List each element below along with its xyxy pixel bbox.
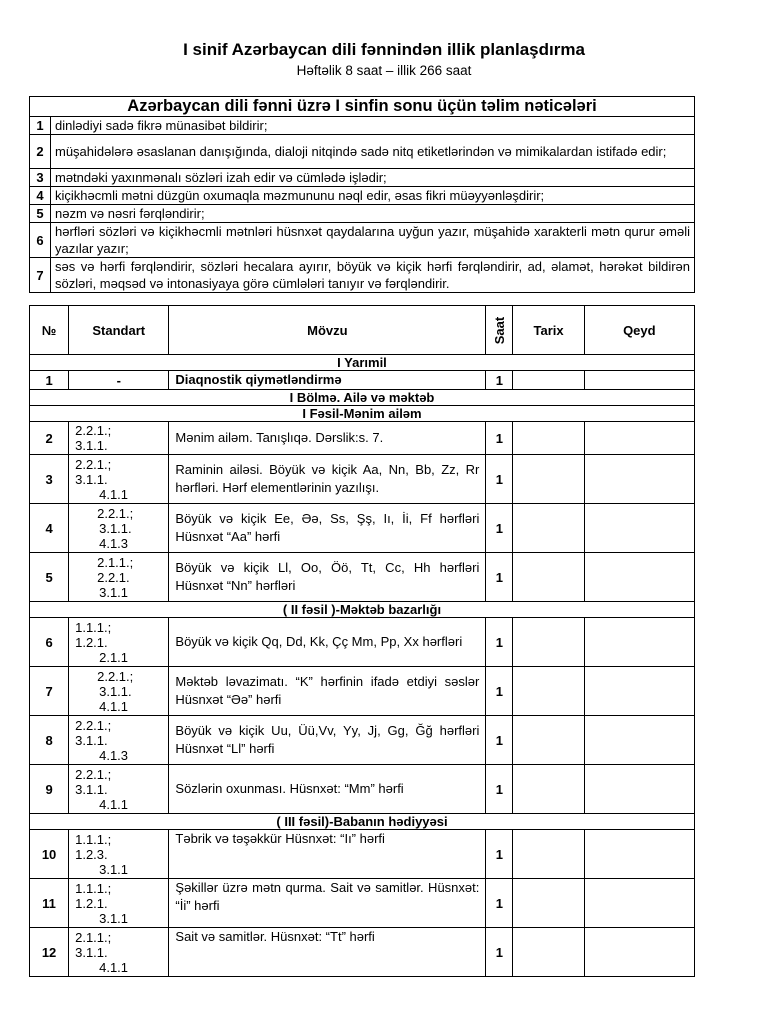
outcome-number: 6 bbox=[30, 223, 51, 258]
lesson-note bbox=[584, 371, 694, 390]
lesson-hours: 1 bbox=[486, 830, 513, 879]
lesson-row bbox=[30, 830, 695, 879]
lesson-row bbox=[30, 667, 695, 716]
chapter-row bbox=[30, 406, 695, 422]
lesson-standard bbox=[69, 765, 169, 814]
chapter-row bbox=[30, 814, 695, 830]
outcome-number: 1 bbox=[30, 117, 51, 135]
standard-code: 3.1.1 bbox=[99, 910, 129, 926]
semester-row-label: I Yarımil bbox=[30, 355, 695, 371]
lesson-number: 7 bbox=[30, 667, 69, 716]
standard-code: 4.1.1 bbox=[99, 486, 129, 502]
outcome-number: 3 bbox=[30, 169, 51, 187]
lesson-row bbox=[30, 765, 695, 814]
lesson-standard: - bbox=[69, 371, 169, 390]
lesson-row bbox=[30, 504, 695, 553]
standard-code: 3.1.1 bbox=[99, 584, 129, 600]
lesson-hours: 1 bbox=[486, 455, 513, 504]
lesson-topic: Məktəb ləvazimatı. “K” hərfinin ifadə etdiyi səslər Hüsnxət “Əə” hərfi bbox=[169, 667, 486, 716]
header-standard: Standart bbox=[69, 306, 169, 355]
lesson-hours: 1 bbox=[486, 879, 513, 928]
lesson-topic: Böyük və kiçik Qq, Dd, Kk, Çç Mm, Pp, Xx hərfləri bbox=[169, 618, 486, 667]
lesson-standard bbox=[69, 667, 169, 716]
lesson-note bbox=[584, 667, 694, 716]
lesson-note bbox=[584, 879, 694, 928]
chapter-row bbox=[30, 602, 695, 618]
lesson-date bbox=[513, 830, 584, 879]
lesson-note bbox=[584, 422, 694, 455]
lesson-number: 4 bbox=[30, 504, 69, 553]
standard-code: 1.2.1. bbox=[75, 895, 108, 911]
lesson-note bbox=[584, 504, 694, 553]
lesson-date bbox=[513, 667, 584, 716]
standard-code: 2.2.1.; bbox=[75, 717, 112, 733]
lesson-number: 11 bbox=[30, 879, 69, 928]
standard-code: 2.2.1.; bbox=[97, 668, 134, 684]
outcome-number: 7 bbox=[30, 258, 51, 293]
lesson-standard bbox=[69, 618, 169, 667]
lesson-topic: Böyük və kiçik Ll, Oo, Öö, Tt, Cc, Hh hərfləri Hüsnxət “Nn” hərfləri bbox=[169, 553, 486, 602]
lesson-standard bbox=[69, 928, 169, 977]
lesson-hours: 1 bbox=[486, 553, 513, 602]
lesson-date bbox=[513, 504, 584, 553]
outcome-text: kiçikhəcmli mətni düzgün oxumaqla məzmununu nəql edir, əsas fikri müəyyənləşdirir; bbox=[51, 187, 695, 205]
standard-code: 2.2.1.; bbox=[75, 456, 112, 472]
document-subtitle: Həftəlik 8 saat – illik 266 saat bbox=[296, 63, 472, 78]
standard-code: 1.1.1.; bbox=[75, 880, 112, 896]
lesson-hours: 1 bbox=[486, 765, 513, 814]
chapter-row-label: I Fəsil-Mənim ailəm bbox=[30, 406, 695, 422]
standard-code: 1.2.1. bbox=[75, 634, 108, 650]
lesson-hours: 1 bbox=[486, 371, 513, 390]
standard-code: 2.2.1.; bbox=[97, 505, 134, 521]
standard-code: 1.1.1.; bbox=[75, 619, 112, 635]
lesson-topic: Sait və samitlər. Hüsnxət: “Tt” hərfi bbox=[169, 928, 486, 977]
lesson-topic: Təbrik və təşəkkür Hüsnxət: “Iı” hərfi bbox=[169, 830, 486, 879]
outcome-text: müşahidələrə əsaslanan danışığında, dialoji nitqində sadə nitq etiketlərindən və mimikalardan istifadə edir; bbox=[51, 135, 695, 169]
lesson-note bbox=[584, 618, 694, 667]
outcome-row bbox=[30, 187, 695, 205]
lesson-row bbox=[30, 422, 695, 455]
lesson-topic: Diaqnostik qiymətləndirmə bbox=[169, 371, 486, 390]
lesson-row bbox=[30, 455, 695, 504]
standard-code: 4.1.1 bbox=[99, 796, 129, 812]
lesson-date bbox=[513, 618, 584, 667]
outcome-text: hərfləri sözləri və kiçikhəcmli mətnləri hüsnxət qaydalarına uyğun yazır, müşahidə xarakterli mətn qurur əməli yazılar yazır; bbox=[51, 223, 695, 258]
lesson-date bbox=[513, 455, 584, 504]
lesson-topic: Mənim ailəm. Tanışlıqə. Dərslik:s. 7. bbox=[169, 422, 486, 455]
outcome-row bbox=[30, 223, 695, 258]
lesson-row bbox=[30, 879, 695, 928]
learning-outcomes-table bbox=[29, 96, 695, 293]
outcome-row bbox=[30, 258, 695, 293]
standard-code: 3.1.1. bbox=[75, 732, 108, 748]
lesson-note bbox=[584, 455, 694, 504]
lesson-topic: Böyük və kiçik Uu, Üü,Vv, Yy, Jj, Gg, Ğğ hərfləri Hüsnxət “Ll” hərfi bbox=[169, 716, 486, 765]
semester-row bbox=[30, 355, 695, 371]
lesson-row bbox=[30, 553, 695, 602]
outcome-text: dinlədiyi sadə fikrə münasibət bildirir; bbox=[51, 117, 695, 135]
lesson-note bbox=[584, 830, 694, 879]
standard-code: 3.1.1. bbox=[99, 520, 132, 536]
standard-code: 4.1.1 bbox=[99, 959, 129, 975]
lesson-topic: Raminin ailəsi. Böyük və kiçik Aa, Nn, Bb, Zz, Rr hərfləri. Hərf elementlərinin yazılışı. bbox=[169, 455, 486, 504]
outcome-row bbox=[30, 135, 695, 169]
lesson-topic: Sözlərin oxunması. Hüsnxət: “Mm” hərfi bbox=[169, 765, 486, 814]
outcome-text: səs və hərfi fərqləndirir, sözləri hecalara ayırır, böyük və kiçik hərfi fərqləndirir, ad, əlamət, hərəkət bildirən sözləri, məqsəd və intonasiyaya görə cümlələri tanıyır və fərqləndirir. bbox=[51, 258, 695, 293]
standard-code: 3.1.1. bbox=[75, 438, 108, 453]
lesson-note bbox=[584, 765, 694, 814]
standard-code: 1.1.1.; bbox=[75, 831, 112, 847]
standard-code: 2.2.1. bbox=[97, 569, 130, 585]
lesson-hours: 1 bbox=[486, 716, 513, 765]
annual-plan-table bbox=[29, 305, 695, 977]
outcome-row bbox=[30, 117, 695, 135]
lesson-hours: 1 bbox=[486, 928, 513, 977]
lesson-number: 3 bbox=[30, 455, 69, 504]
standard-code: 2.2.1.; bbox=[75, 766, 112, 782]
header-hours: Saat bbox=[486, 306, 513, 355]
outcome-row bbox=[30, 169, 695, 187]
lesson-standard bbox=[69, 716, 169, 765]
lesson-date bbox=[513, 371, 584, 390]
lesson-standard bbox=[69, 879, 169, 928]
lesson-hours: 1 bbox=[486, 667, 513, 716]
standard-code: 3.1.1 bbox=[99, 861, 129, 877]
document-title: I sinif Azərbaycan dili fənnindən illik planlaşdırma bbox=[183, 40, 585, 59]
lesson-note bbox=[584, 553, 694, 602]
lesson-number: 12 bbox=[30, 928, 69, 977]
lesson-date bbox=[513, 716, 584, 765]
lesson-number: 2 bbox=[30, 422, 69, 455]
header-date: Tarix bbox=[513, 306, 584, 355]
standard-code: 3.1.1. bbox=[75, 944, 108, 960]
lesson-number: 5 bbox=[30, 553, 69, 602]
standard-code: 3.1.1. bbox=[75, 781, 108, 797]
outcome-number: 4 bbox=[30, 187, 51, 205]
standard-code: 2.1.1.; bbox=[75, 929, 112, 945]
chapter-row-label: ( II fəsil )-Məktəb bazarlığı bbox=[30, 602, 695, 618]
lesson-topic: Böyük və kiçik Ee, Əə, Ss, Şş, Iı, İi, Ff hərfləri Hüsnxət “Aa” hərfi bbox=[169, 504, 486, 553]
lesson-standard bbox=[69, 422, 169, 455]
lesson-note bbox=[584, 716, 694, 765]
lesson-row bbox=[30, 618, 695, 667]
section-row-label: I Bölmə. Ailə və məktəb bbox=[30, 390, 695, 406]
header-note: Qeyd bbox=[584, 306, 694, 355]
outcome-text: mətndəki yaxınmənalı sözləri izah edir və cümlədə işlədir; bbox=[51, 169, 695, 187]
standard-code: 4.1.3 bbox=[99, 535, 129, 551]
standard-code: 2.2.1.; bbox=[75, 423, 112, 438]
lesson-number: 8 bbox=[30, 716, 69, 765]
lesson-date bbox=[513, 422, 584, 455]
header-num: № bbox=[30, 306, 69, 355]
standard-code: 2.1.1 bbox=[99, 649, 129, 665]
lesson-date bbox=[513, 765, 584, 814]
lesson-standard bbox=[69, 553, 169, 602]
standard-code: 4.1.3 bbox=[99, 747, 129, 763]
lesson-row bbox=[30, 371, 695, 390]
lesson-number: 6 bbox=[30, 618, 69, 667]
lesson-hours: 1 bbox=[486, 422, 513, 455]
standard-code: 3.1.1. bbox=[75, 471, 108, 487]
lesson-standard bbox=[69, 504, 169, 553]
lesson-number: 1 bbox=[30, 371, 69, 390]
lesson-row bbox=[30, 716, 695, 765]
standard-code: 1.2.3. bbox=[75, 846, 108, 862]
lesson-note bbox=[584, 928, 694, 977]
outcome-text: nəzm və nəsri fərqləndirir; bbox=[51, 205, 695, 223]
lesson-standard bbox=[69, 830, 169, 879]
lesson-number: 10 bbox=[30, 830, 69, 879]
lesson-topic: Şəkillər üzrə mətn qurma. Sait və samitlər. Hüsnxət: “İi” hərfi bbox=[169, 879, 486, 928]
standard-code: 2.1.1.; bbox=[97, 554, 134, 570]
header-topic: Mövzu bbox=[169, 306, 486, 355]
lesson-hours: 1 bbox=[486, 504, 513, 553]
section-row bbox=[30, 390, 695, 406]
lesson-date bbox=[513, 879, 584, 928]
lesson-row bbox=[30, 928, 695, 977]
lesson-date bbox=[513, 928, 584, 977]
lesson-number: 9 bbox=[30, 765, 69, 814]
outcome-row bbox=[30, 205, 695, 223]
standard-code: 3.1.1. bbox=[99, 683, 132, 699]
lesson-date bbox=[513, 553, 584, 602]
standard-code: 4.1.1 bbox=[99, 698, 129, 714]
chapter-row-label: ( III fəsil)-Babanın hədiyyəsi bbox=[30, 814, 695, 830]
outcomes-heading: Azərbaycan dili fənni üzrə I sinfin sonu üçün təlim nəticələri bbox=[30, 97, 695, 117]
outcome-number: 5 bbox=[30, 205, 51, 223]
lesson-hours: 1 bbox=[486, 618, 513, 667]
lesson-standard bbox=[69, 455, 169, 504]
outcome-number: 2 bbox=[30, 135, 51, 169]
